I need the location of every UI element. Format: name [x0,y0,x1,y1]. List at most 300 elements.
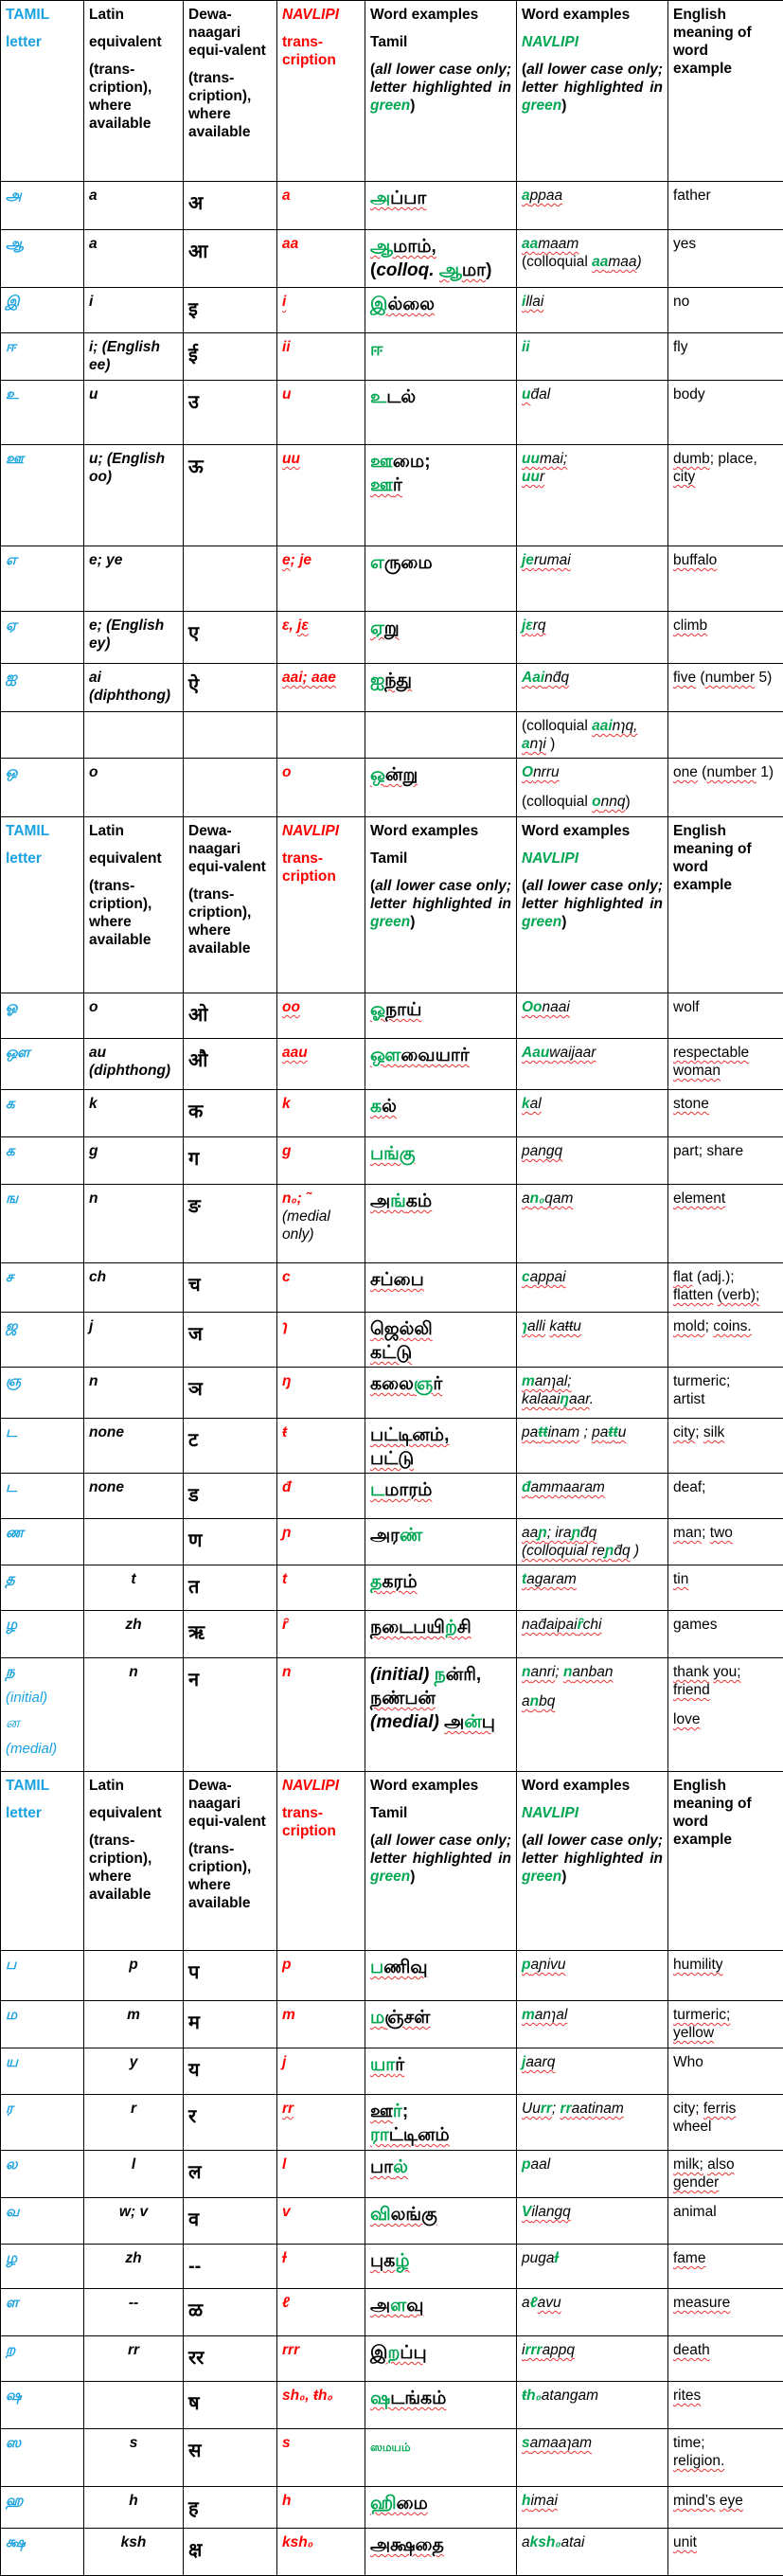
text-line [673,1423,778,1441]
tamil-letter-cell [1,288,84,333]
table-row [1,381,783,445]
text-line [673,1286,778,1304]
latin-equivalent: e; (English ey) [89,617,164,652]
text-line [522,1372,663,1390]
word-example-tamil-cell [365,2289,517,2336]
latin-equivalent: m [127,2007,140,2023]
text-segment: pa [592,1424,608,1440]
text-segment: ங் [390,1191,406,1211]
text-segment: சப்பை [370,1270,424,1290]
text-line [673,293,778,311]
text-line [370,2294,511,2317]
tamil-letter-cell [1,759,84,817]
dewanaagari-letter: क [188,1101,203,1122]
text-segment: ன்று [385,765,418,785]
text-segment: aar [569,1391,590,1407]
tamil-letter: ஓ [6,999,18,1015]
latin-equivalent: i [89,294,93,310]
text-line [522,1542,663,1560]
tamil-letter-cell [1,445,84,546]
header-word-examples-tamil: Word examples Tamil (all lower case only; letter highlighted in green) [365,817,517,993]
text-segment: ksh₀ [530,2534,561,2550]
text-segment: n [282,1664,291,1680]
english-meaning-cell [668,445,783,546]
tamil-letter: ஈ [6,339,16,355]
text-segment: ℓ [530,2295,538,2311]
latin-equivalent: k [89,1096,98,1112]
text-segment: மை; [393,452,431,472]
text-segment: aarq [525,2054,555,2070]
text-segment: ; je [291,552,311,568]
navlipi-transcription-cell [277,1368,365,1419]
tamil-letter: ங [6,1190,18,1207]
text-line [673,669,778,687]
text-line [370,551,511,575]
word-example-navlipi-cell [517,288,668,333]
text-segment: amaaɿam [530,2435,592,2451]
text-segment: ஷ [370,2388,390,2408]
text-segment: milk; [673,2156,703,2173]
english-meaning-cell [668,2382,783,2429]
dewanaagari-letter: अ [188,193,203,214]
text-line [370,2249,511,2273]
navlipi-transcription-cell [277,1658,365,1772]
word-example-navlipi-cell [517,712,668,759]
text-segment: ர் [393,2102,402,2121]
text-segment: alli [527,1318,545,1334]
word-example-navlipi-cell [517,1137,668,1185]
text-segment: கம் [406,1191,432,1211]
text-segment: imai [530,2493,557,2509]
text-segment: climb [673,617,707,634]
text-segment: n [530,1693,539,1709]
text-segment: nnq [601,794,626,810]
text-segment: ர் [433,1374,442,1394]
latin-equivalent-cell [84,1313,184,1368]
tamil-letter: ஞ [6,1373,21,1389]
text-line [522,735,663,753]
text-line [522,1044,663,1062]
text-segment: ல்லை [387,295,435,314]
text-segment: ஐ [370,671,384,690]
navlipi-transcription-cell [277,1951,365,2001]
english-meaning-cell [668,333,783,381]
text-line [522,2006,663,2024]
latin-equivalent: o [89,764,98,780]
text-segment: நண்பன் [370,1689,436,1708]
text-segment: nɿq, [613,718,638,734]
text-line [370,1663,511,1687]
dewanaagari-letter: ओ [188,1005,207,1026]
text-segment: anri [530,1664,555,1680]
latin-equivalent: n [89,1373,98,1389]
dewanaagari-cell [184,1519,277,1565]
text-segment: ŋ [561,1391,569,1407]
text-segment: kaŧŧu [549,1318,581,1334]
english-meaning-cell [668,2529,783,2576]
word-example-navlipi-cell [517,182,668,230]
text-segment: ஆ [439,260,462,280]
tamil-letter-cell [1,2001,84,2048]
latin-equivalent-cell [84,1419,184,1474]
tamil-letter-cell [1,1565,84,1611]
header-latin-equivalent: Latin equivalent (trans-cription), where available [84,1,184,182]
word-example-tamil-cell [365,381,517,445]
text-line [673,2434,778,2452]
text-line [522,1317,663,1335]
dewanaagari-cell [184,1039,277,1090]
word-example-tamil-cell [365,230,517,288]
word-example-navlipi-cell [517,1611,668,1658]
tamil-letter: ள [6,2295,19,2311]
text-segment: ள [390,2296,406,2316]
text-segment: gender [673,2174,719,2191]
table-row [1,2429,783,2487]
tamil-letter: ஹ [6,2493,23,2509]
english-meaning-cell [668,1313,783,1368]
text-line [522,2533,663,2551]
word-example-navlipi-cell [517,1185,668,1263]
text-line [370,474,511,497]
text-segment: avu [538,2295,561,2311]
dewanaagari-cell [184,2151,277,2198]
tamil-letter: க [6,1143,15,1159]
text-segment: uu [522,451,540,467]
text-line [370,2100,511,2123]
text-segment: ii [282,339,291,355]
text-segment: time; [673,2435,705,2451]
text-segment: k [522,1096,530,1112]
tamil-letter: ஆ [6,236,24,252]
latin-equivalent-cell [84,2198,184,2245]
text-segment: ( [696,670,704,686]
text-segment: city [673,1424,695,1440]
text-segment: flatten [673,1287,713,1303]
text-segment: ɲ [282,1525,291,1541]
text-segment: u [618,1424,627,1440]
table-row [1,664,783,712]
text-segment: நாய் [385,1000,421,1020]
text-line [522,998,663,1016]
text-line [522,1663,663,1681]
text-line [673,1044,778,1062]
text-segment: ந [435,1665,446,1685]
navlipi-note: (medial only) [282,1208,360,1243]
text-line [370,1616,511,1639]
word-example-tamil-cell [365,2151,517,2198]
text-line [673,617,778,635]
dewanaagari-letter: ष [188,2393,200,2414]
text-line [673,551,778,569]
tamil-letter: ஜ [6,1318,18,1334]
text-segment: ɿ [282,1318,288,1334]
text-segment: atai [561,2534,584,2550]
dewanaagari-letter: त [188,1577,199,1598]
text-line [673,2174,778,2191]
english-meaning-cell [668,2245,783,2289]
text-segment: வு [406,2296,423,2316]
dewanaagari-letter: ज [188,1324,203,1345]
tamil-letter-cell [1,664,84,712]
text-segment: Oo [522,999,543,1015]
latin-equivalent: t [131,1571,135,1587]
text-segment: ஒ [370,765,385,785]
text-segment: ; ira [547,1525,572,1541]
english-meaning-cell [668,1565,783,1611]
text-segment: aa [522,1525,538,1541]
text-segment: ; [555,1664,563,1680]
english-meaning-cell [668,381,783,445]
word-example-navlipi-cell [517,1368,668,1419]
text-segment: appq [543,2342,575,2358]
text-segment: puga [522,2250,554,2266]
text-line [370,1710,511,1734]
text-segment: wolf [673,999,700,1015]
tamil-letter-cell [1,2429,84,2487]
text-line [673,763,778,781]
tamil-letter: ழ [6,1617,17,1633]
text-line [370,259,511,282]
text-segment: m [282,2007,295,2023]
text-segment: Uu [522,2101,541,2117]
english-meaning-cell [668,2289,783,2336]
text-segment: மாரம் [384,1480,432,1500]
table-row [1,2382,783,2429]
text-segment: artist [673,1391,705,1407]
text-line [370,998,511,1022]
english-meaning-cell [668,1137,783,1185]
navlipi-transcription-cell [277,1611,365,1658]
dewanaagari-letter: स [188,2441,202,2461]
dewanaagari-cell [184,2429,277,2487]
text-line [370,1524,511,1547]
text-segment: j [282,2054,286,2070]
text-segment: ஊ [370,475,393,495]
tamil-letter: க [6,1096,15,1112]
text-segment: đ [282,1479,291,1495]
header-tamil-letter: TAMIL letter [1,817,84,993]
text-segment: thank [673,1664,709,1680]
text-segment: aau [282,1045,308,1061]
dewanaagari-letter: ट [188,1430,198,1451]
dewanaagari-cell [184,230,277,288]
navlipi-transcription-cell [277,288,365,333]
dewanaagari-letter: प [188,1962,199,1983]
text-line [522,793,663,811]
table-row [1,1039,783,1090]
table-row [1,230,783,288]
latin-equivalent-cell [84,546,184,612]
table-row [1,1368,783,1419]
navlipi-transcription-cell [277,2151,365,2198]
navlipi-transcription-cell [277,712,365,759]
text-line [673,2387,778,2405]
text-line [673,1478,778,1496]
text-segment: அ [370,188,390,208]
latin-equivalent: u; (English oo) [89,451,165,485]
text-segment: டங்கம் [390,2388,446,2408]
latin-equivalent-cell [84,1519,184,1565]
header-row [1,1772,783,1951]
text-segment: ℓ [282,2295,290,2311]
word-example-tamil-cell [365,1185,517,1263]
table-row [1,1565,783,1611]
text-segment: rr [282,2101,294,2117]
dewanaagari-letter: र [188,2106,196,2127]
text-segment: silk [703,1424,724,1440]
table-row [1,759,783,817]
text-segment: uu [522,469,540,485]
text-segment: animal [673,2204,717,2220]
text-segment: ஞ்சள் [384,2008,430,2028]
header-tamil-letter: TAMIL letter [1,1,84,182]
english-meaning-cell [668,1039,783,1090]
navlipi-transcription-cell [277,2429,365,2487]
dewanaagari-cell [184,2095,277,2151]
latin-equivalent-cell [84,2429,184,2487]
text-segment: pangq [522,1143,562,1159]
text-line [522,2203,663,2221]
text-segment: V [522,2204,531,2220]
text-segment: g [282,1143,291,1159]
tamil-letter-note: (medial) [6,1740,79,1758]
tamil-letter: ஔ [6,1045,30,1061]
text-segment: இ [370,295,387,314]
text-segment: அர [370,1526,400,1546]
text-segment: u [522,386,530,402]
word-example-navlipi-cell [517,2095,668,2151]
word-example-tamil-cell [365,2001,517,2048]
text-segment: ɲ [538,1525,546,1541]
dewanaagari-cell [184,1611,277,1658]
text-segment: (adj.); [693,1269,735,1285]
tamil-letter-cell [1,230,84,288]
dewanaagari-cell [184,1951,277,2001]
text-segment: buffalo [673,552,717,568]
text-segment: ; [705,1318,714,1334]
text-segment: ppaa [530,188,562,204]
text-segment: nd̄q [544,670,569,686]
text-segment: waijaar [549,1045,596,1061]
latin-equivalent-cell [84,333,184,381]
tamil-letter-cell [1,1419,84,1474]
word-example-tamil-cell [365,546,517,612]
navlipi-transcription-cell [277,1474,365,1519]
tamil-letter-cell [1,1137,84,1185]
word-example-navlipi-cell [517,2245,668,2289]
text-segment: uu [282,451,300,467]
text-line [370,2053,511,2077]
text-segment: ஊ [370,452,393,472]
text-line [370,187,511,210]
text-line [522,293,663,311]
word-example-navlipi-cell [517,333,668,381]
navlipi-transcription-cell [277,2382,365,2429]
text-segment: அ [444,1712,464,1732]
word-example-tamil-cell [365,612,517,664]
tamil-letter: வ [6,2204,19,2220]
text-line [370,1478,511,1502]
navlipi-transcription-cell [277,2001,365,2048]
text-segment: ன்ரி, [446,1665,481,1685]
english-meaning-cell [668,182,783,230]
text-segment: a [522,188,530,204]
text-segment: O [522,764,533,780]
text-segment: ɛ, [282,617,297,634]
dewanaagari-cell [184,712,277,759]
text-line [522,1681,663,1692]
header-latin-equivalent: Latin equivalent (trans-cription), where available [84,817,184,993]
text-segment: c [282,1269,291,1285]
navlipi-transcription-cell [277,2245,365,2289]
latin-equivalent: i; (English ee) [89,339,160,373]
text-segment: h [282,2493,291,2509]
text-line [522,617,663,635]
text-segment: one [673,764,698,780]
text-segment: ற் [445,1618,457,1637]
tamil-letter-cell [1,2487,84,2529]
dewanaagari-cell [184,2048,277,2095]
navlipi-transcription-cell [277,2095,365,2151]
text-segment: t [522,1571,526,1587]
text-line [370,1190,511,1213]
text-segment: (medial) [370,1712,439,1732]
table-row [1,1137,783,1185]
dewanaagari-cell [184,1368,277,1419]
navlipi-transcription-cell [277,1185,365,1263]
word-example-tamil-cell [365,1368,517,1419]
word-example-navlipi-cell [517,612,668,664]
tamil-letter-cell [1,381,84,445]
text-segment: deaf; [673,1479,705,1495]
word-example-navlipi-cell [517,1658,668,1772]
text-segment: c [522,1269,530,1285]
word-example-tamil-cell [365,2245,517,2289]
word-example-navlipi-cell [517,445,668,546]
table-row [1,1519,783,1565]
tamil-letter: ஷ [6,2388,22,2404]
text-line [673,2452,778,2470]
header-dewanaagari-equivalent: Dewa-naagari equi-valent (trans-cription), where available [184,1,277,182]
text-line [522,551,663,569]
table-row [1,1419,783,1474]
english-meaning-cell [668,1185,783,1263]
dewanaagari-cell [184,1658,277,1772]
dewanaagari-letter: उ [188,392,199,413]
header-english-meaning: English meaning of word example [668,1772,783,1951]
latin-equivalent: g [89,1143,98,1159]
text-segment: re [588,1543,605,1559]
text-segment: love [673,1711,700,1727]
navlipi-transcription-cell [277,381,365,445]
word-example-tamil-cell [365,2336,517,2382]
text-segment: religion. [673,2453,724,2469]
header-dewanaagari-equivalent: Dewa-naagari equi-valent (trans-cription), where available [184,1772,277,1951]
tamil-letter-cell [1,1263,84,1313]
text-segment: கட்டு [370,1343,412,1363]
latin-equivalent: w; v [119,2204,148,2220]
word-example-navlipi-cell [517,2151,668,2198]
text-line [673,1095,778,1113]
text-segment: டல் [386,387,416,407]
dewanaagari-cell [184,1313,277,1368]
text-segment: element [673,1190,725,1207]
text-segment: a [282,188,291,204]
text-line [522,235,663,253]
text-segment: anɿal; [535,1373,572,1389]
word-example-tamil-cell [365,2529,517,2576]
tamil-letter: ட [6,1424,17,1440]
